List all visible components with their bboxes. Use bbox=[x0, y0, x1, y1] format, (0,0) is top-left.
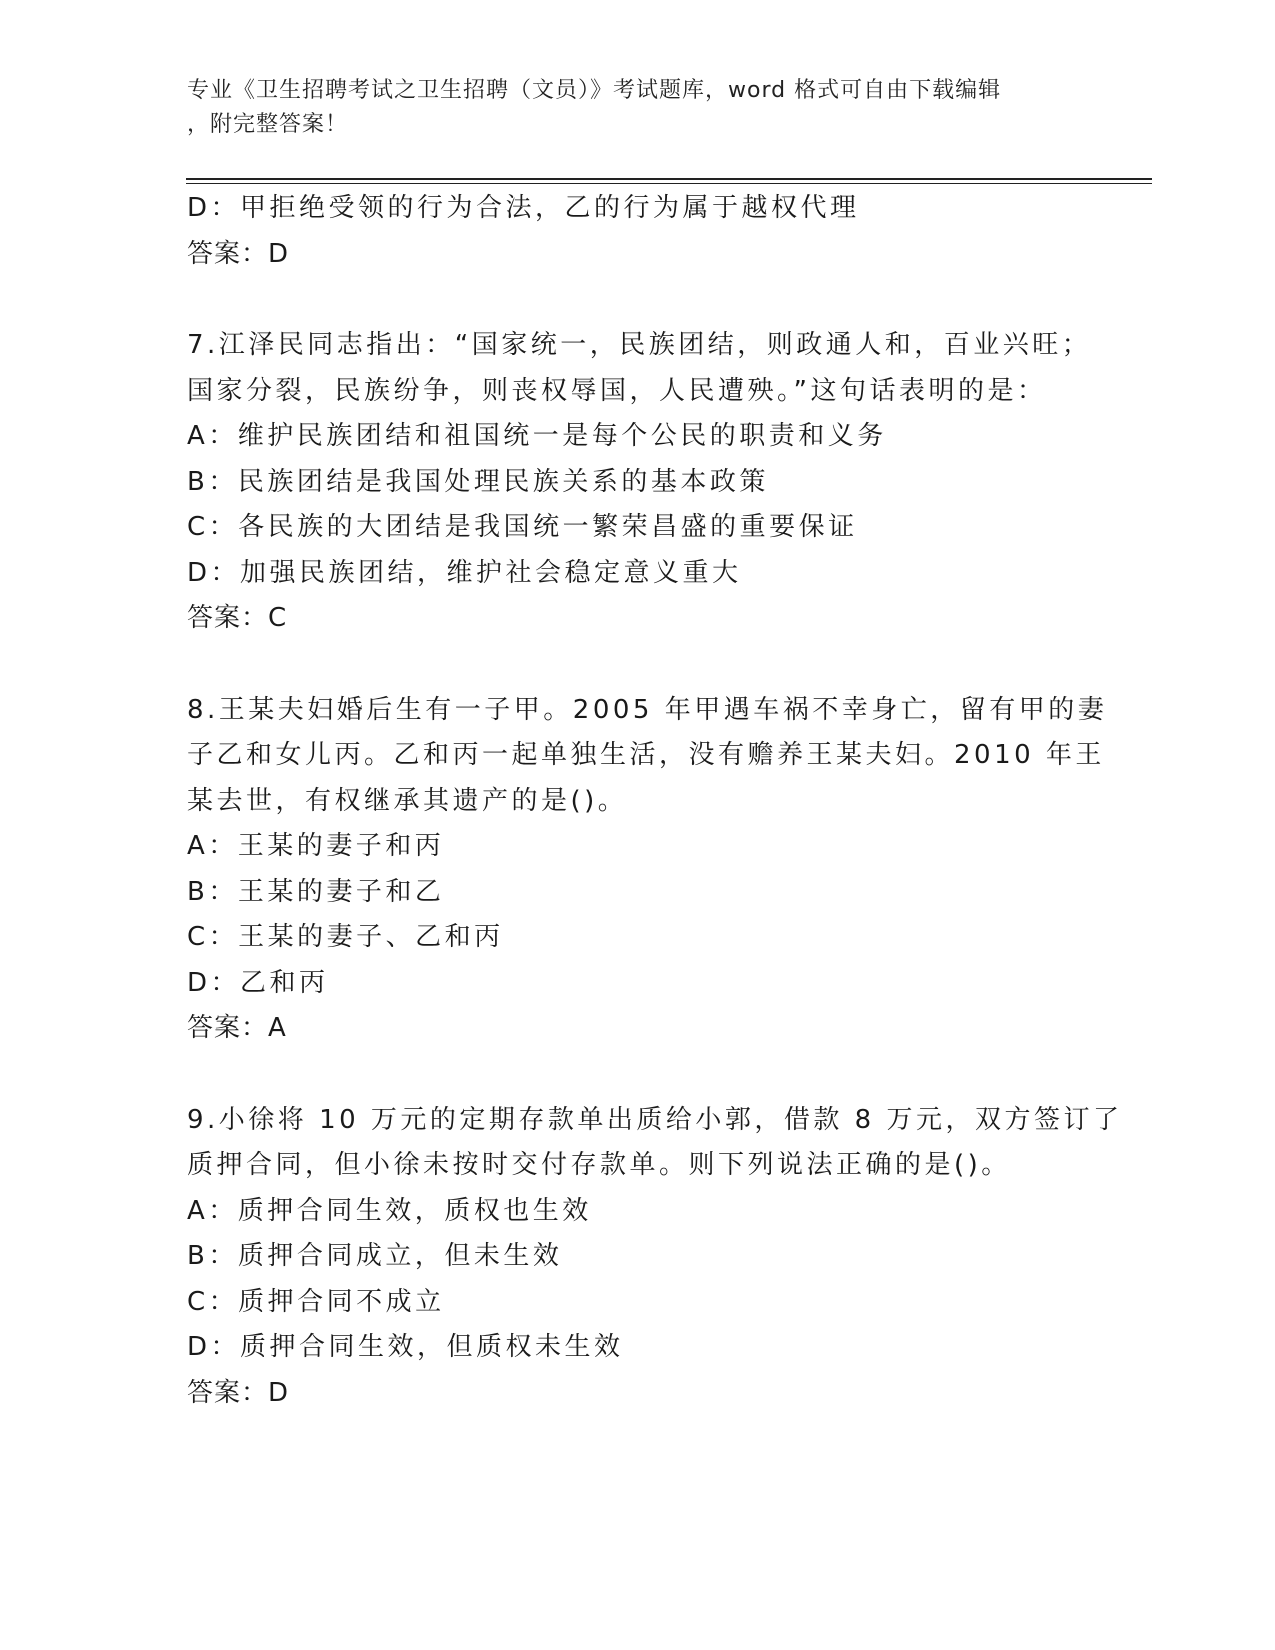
option-c: C：质押合同不成立 bbox=[187, 1286, 445, 1317]
question-stem: 某去世，有权继承其遗产的是()。 bbox=[187, 785, 628, 816]
option-d: D：质押合同生效，但质权未生效 bbox=[187, 1332, 624, 1362]
question-stem: 子乙和女儿丙。乙和丙一起单独生活，没有赡养王某夫妇。2010 年王 bbox=[187, 740, 1105, 770]
option-b: B：质押合同成立，但未生效 bbox=[187, 1241, 563, 1271]
question-9 bbox=[187, 1098, 1123, 1417]
header-divider-thin bbox=[186, 183, 1152, 184]
question-8 bbox=[187, 688, 1108, 1052]
option-d: D：甲拒绝受领的行为合法，乙的行为属于越权代理 bbox=[187, 193, 860, 223]
answer: 答案：C bbox=[187, 603, 288, 633]
question-stem: 7.江泽民同志指出：“国家统一，民族团结，则政通人和，百业兴旺； bbox=[187, 330, 1092, 360]
option-d: D：乙和丙 bbox=[187, 967, 329, 998]
option-d: D：加强民族团结，维护社会稳定意义重大 bbox=[187, 557, 742, 588]
option-c: C：王某的妻子、乙和丙 bbox=[187, 922, 504, 952]
header-divider-thick bbox=[186, 178, 1152, 180]
option-b: B：民族团结是我国处理民族关系的基本政策 bbox=[187, 466, 769, 497]
option-a: A：王某的妻子和丙 bbox=[187, 831, 445, 861]
header-line-1: 专业《卫生招聘考试之卫生招聘（文员）》考试题库，word 格式可自由下载编辑 bbox=[187, 78, 1002, 103]
answer: 答案：D bbox=[187, 238, 290, 269]
question-stem: 国家分裂，民族纷争，则丧权辱国，人民遭殃。”这句话表明的是： bbox=[187, 375, 1047, 406]
option-c: C：各民族的大团结是我国统一繁荣昌盛的重要保证 bbox=[187, 512, 858, 542]
document-body bbox=[187, 186, 1123, 1416]
option-b: B：王某的妻子和乙 bbox=[187, 876, 445, 907]
question-stem: 9.小徐将 10 万元的定期存款单出质给小郭，借款 8 万元，双方签订了 bbox=[187, 1104, 1123, 1135]
prev-question bbox=[187, 186, 1087, 277]
question-stem: 8.王某夫妇婚后生有一子甲。2005 年甲遇车祸不幸身亡，留有甲的妻 bbox=[187, 694, 1108, 725]
option-a: A：维护民族团结和祖国统一是每个公民的职责和义务 bbox=[187, 421, 887, 451]
header-line-2: ，附完整答案！ bbox=[187, 112, 349, 137]
option-a: A：质押合同生效，质权也生效 bbox=[187, 1195, 592, 1226]
answer: 答案：A bbox=[187, 1013, 287, 1043]
question-7 bbox=[187, 323, 1092, 642]
answer: 答案：D bbox=[187, 1377, 290, 1408]
question-stem: 质押合同，但小徐未按时交付存款单。则下列说法正确的是()。 bbox=[187, 1150, 1011, 1180]
page-header bbox=[187, 74, 1067, 142]
